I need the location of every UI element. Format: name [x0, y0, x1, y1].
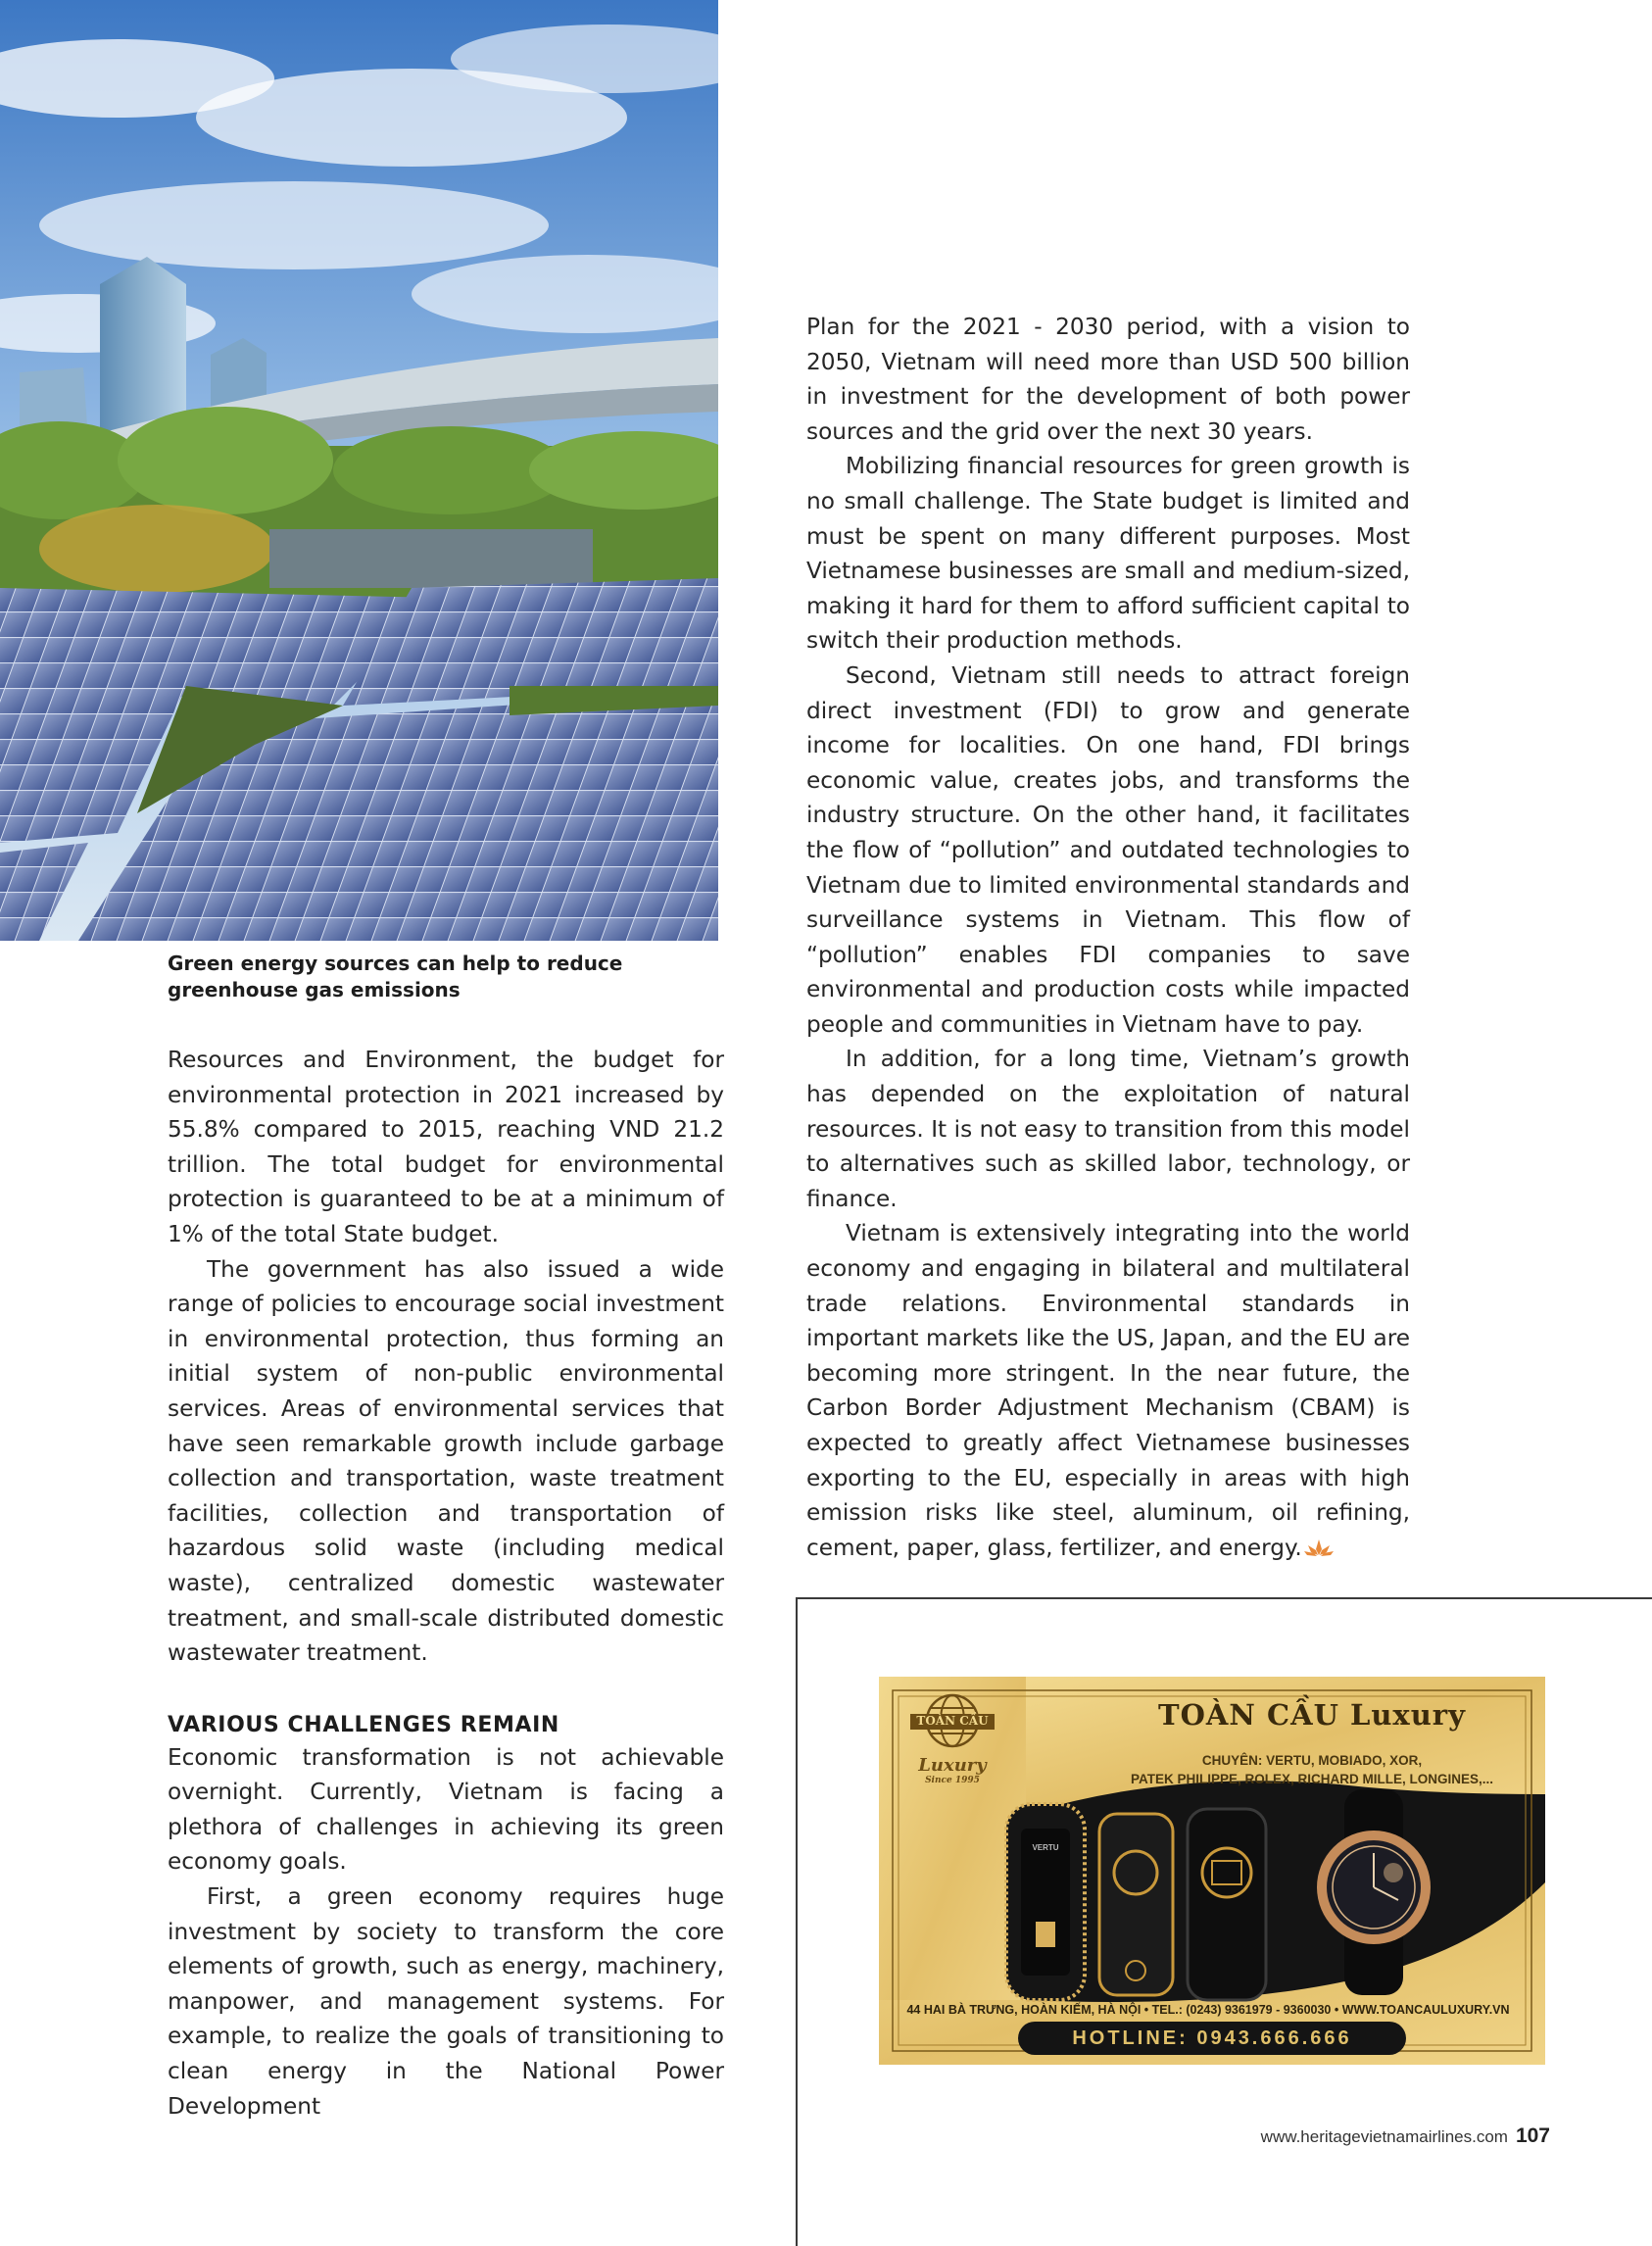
solar-panel-photo — [0, 0, 718, 941]
ad-logo-since: Since 1995 — [925, 1776, 980, 1785]
page-footer — [1237, 2124, 1550, 2148]
ad-logo-script: Luxury — [918, 1755, 987, 1776]
advertisement-toan-cau-luxury[interactable] — [879, 1677, 1545, 2065]
section-heading: VARIOUS CHALLENGES REMAIN — [168, 1712, 559, 1737]
body-paragraph: Mobilizing financial resources for green growth is no small challenge. The State budget is limited and must be spent on many different purposes. Most Vietnamese businesses are small and medium-sized, making it hard for them to afford sufficient capital to switch their production methods. — [806, 453, 1410, 655]
body-paragraph: In addition, for a long time, Vietnam’s growth has depended on the exploitation of natural resources. It is not easy to transition from this model to alternatives such as skilled labor, technology, or finance. — [806, 1046, 1410, 1212]
ad-logo-top: TOÀN CẦU — [916, 1714, 989, 1728]
right-text-column — [806, 310, 1410, 1565]
ad-subtitle-line: PATEK PHILIPPE, ROLEX, RICHARD MILLE, LONGINES,... — [1130, 1772, 1494, 1786]
lotus-end-mark-icon — [1304, 1538, 1334, 1557]
left-text-column — [168, 1043, 724, 2124]
body-paragraph: Economic transformation is not achievable overnight. Currently, Vietnam is facing a plethora of challenges in achieving its green economy goals. — [168, 1743, 724, 1876]
body-paragraph — [806, 1216, 1410, 1565]
page-number: 107 — [1515, 2124, 1550, 2147]
ad-title: TOÀN CẦU Luxury — [1158, 1698, 1466, 1732]
ad-subtitle — [1096, 1751, 1528, 1788]
ad-hotline[interactable]: HOTLINE: 0943.666.666 — [1072, 2027, 1352, 2049]
ad-address: 44 HAI BÀ TRƯNG, HOÀN KIẾM, HÀ NỘI • TEL.: (0243) 9361979 - 9360030 • WWW.TOANCAULUXURY.VN — [906, 2003, 1510, 2017]
body-paragraph: Plan for the 2021 - 2030 period, with a vision to 2050, Vietnam will need more than USD 500 billion in investment for the development of both power sources and the grid over the next 30 years. — [806, 314, 1410, 445]
ad-phones-image — [1006, 1804, 1266, 2000]
body-paragraph: The government has also issued a wide range of policies to encourage social investment in environmental protection, thus forming an initial system of non-public environmental services. Areas of environmental services that have seen remarkable growth include garbage collection and transportation, waste treatment facilities, collection and transportation of hazardous solid waste (including medical waste), centralized domestic wastewater treatment, and small-scale distributed domestic wastewater treatment. — [168, 1255, 724, 1667]
ad-phone-brand: VERTU — [1032, 1843, 1059, 1852]
body-paragraph: Resources and Environment, the budget for environmental protection in 2021 increased by 55.8% compared to 2015, reaching VND 21.2 trillion. The total budget for environmental protection is guaranteed to be at a minimum of 1% of the total State budget. — [168, 1047, 724, 1247]
ad-subtitle-line: CHUYÊN: VERTU, MOBIADO, XOR, — [1201, 1753, 1423, 1768]
body-paragraph: First, a green economy requires huge investment by society to transform the core elements of growth, such as energy, machinery, manpower, and management systems. For example, to realize the goals of transitioning to clean energy in the National Power Development — [168, 1883, 724, 2120]
final-paragraph-text: Vietnam is extensively integrating into the world economy and engaging in bilateral and multilateral trade relations. Environmental standards in important markets like the US, Japan, and the EU are becoming more stringent. In the near future, the Carbon Border Adjustment Mechanism (CBAM) is expected to greatly affect Vietnamese businesses exporting to the EU, especially in areas with high emission risks like steel, aluminum, oil refining, cement, paper, glass, fertilizer, and energy. — [806, 1220, 1410, 1561]
photo-caption: Green energy sources can help to reduce greenhouse gas emissions — [168, 952, 623, 1001]
body-paragraph: Second, Vietnam still needs to attract foreign direct investment (FDI) to grow and generate income for localities. On one hand, FDI brings economic value, creates jobs, and transforms the industry structure. On the other hand, it facilitates the flow of “pollution” and outdated technologies to Vietnam due to limited environmental standards and surveillance systems in Vietnam. This flow of “pollution” enables FDI companies to save environmental and production costs while impacted people and communities in Vietnam have to pay. — [806, 661, 1410, 1038]
footer-website-link[interactable]: www.heritagevietnamairlines.com — [1260, 2127, 1508, 2146]
